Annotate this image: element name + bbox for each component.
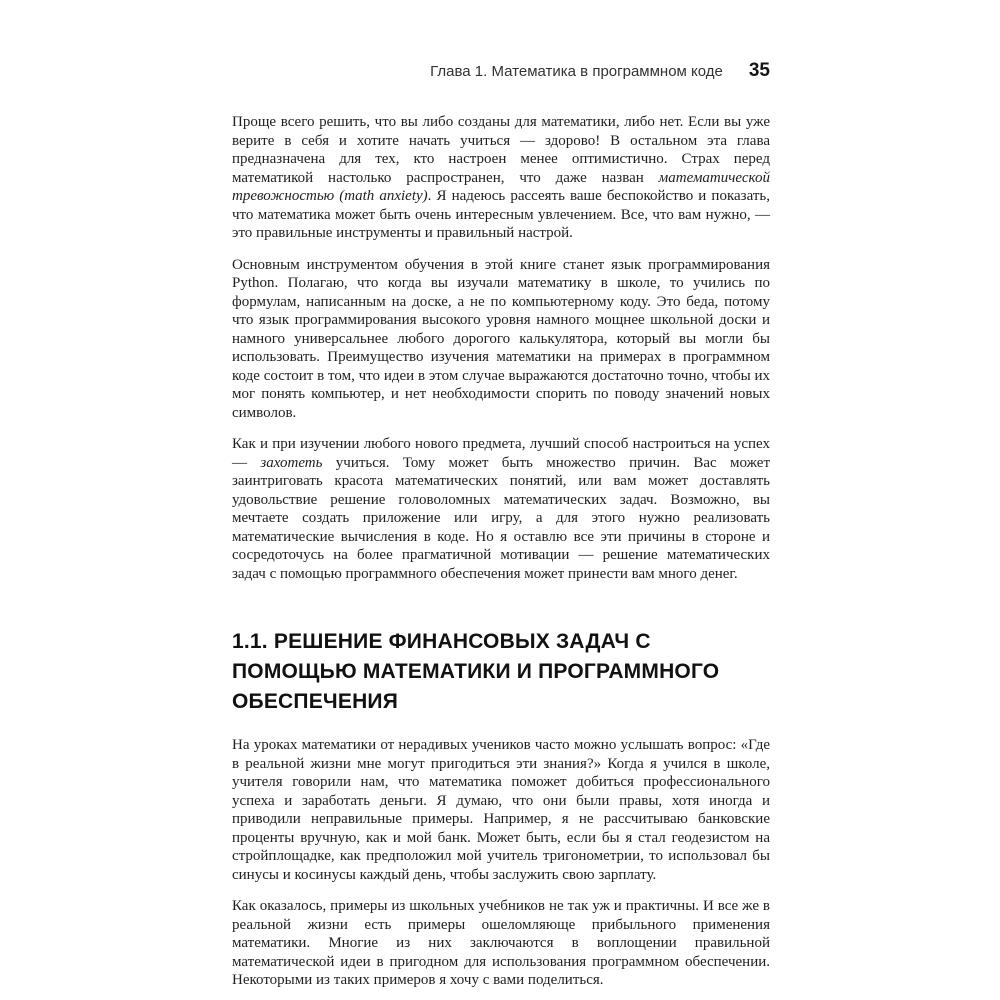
page-body [232,113,770,990]
emphasis-text: математической тревожностью (math anxiety) [232,169,770,204]
section-heading-1-1: 1.1. РЕШЕНИЕ ФИНАНСОВЫХ ЗАДАЧ С ПОМОЩЬЮ МАТЕМАТИКИ И ПРОГРАММНОГО ОБЕСПЕЧЕНИЯ [232,630,720,713]
running-head-chapter-title: Глава 1. Математика в программном коде [430,63,723,80]
page-number: 35 [748,60,770,81]
body-text-run: Проще всего решить, что вы либо созданы для математики, либо нет. Если вы уже верите в себя и хотите начать учиться — здорово! В остальном эта глава предназначена для тех, кто настроен менее оптимистично. Страх перед математикой настолько распространен, что даже назван [232,114,770,186]
body-text-run: Как оказалось, примеры из школьных учебников не так уж и практичны. И все же в реальной жизни есть примеры ошеломляюще прибыльного применения математики. Многие из них заключаются в воплощении правильной математической идеи в пригодном для использования программном обеспечении. Некоторыми из таких примеров я хочу с вами поделиться. [232,898,770,988]
emphasis-text: захотеть [260,454,323,471]
body-text-run: Основным инструментом обучения в этой книге станет язык программирования Python. Полагаю, что когда вы изучали математику в школе, то учились по формулам, написанным на доске, а не по компьютерному коду. Это беда, потому что язык программирования высокого уровня намного мощнее школьной доски и намного универсальнее любого дорогого калькулятора, который вы могли бы использовать. Преимущество изучения математики на примерах в программном коде состоит в том, что идеи в этом случае выражаются достаточно точно, чтобы их мог понять компьютер, и нет необходимости спорить по поводу значений новых символов. [232,256,770,421]
body-text-run: . Я надеюсь рассеять ваше беспокойство и показать, что математика может быть очень интересным увлечением. Все, что вам нужно, — это правильные инструменты и правильный настрой. [232,188,770,241]
body-text-run: На уроках математики от нерадивых учеников часто можно услышать вопрос: «Где в реальной жизни мне могут пригодиться эти знания?» Когда я учился в школе, учителя говорили нам, что математика поможет добиться профессионального успеха и заработать деньги. Я думаю, что они были правы, хотя иногда и приводили неправильные примеры. Например, я не рассчитываю банковские проценты вручную, как и мой банк. Может быть, если бы я стал геодезистом на стройплощадке, как предположил мой учитель тригонометрии, то использовал бы синусы и косинусы каждый день, чтобы заслужить свою зарплату. [232,737,770,883]
body-text-run: Как и при изучении любого нового предмета, лучший способ настроиться на успех — [232,436,770,471]
text-column [232,60,770,1000]
paragraph-motivation [232,435,770,583]
paragraph-python-tool [232,256,770,423]
body-text-run: учиться. Тому может быть множество причин. Вас может заинтриговать красота математических понятий, или вам может доставлять удовольствие решение головоломных математических задач. Возможно, вы мечтаете создать приложение или игру, а для этого нужно реализовать математические вычисления в коде. Но я оставлю все эти причины в стороне и сосредоточусь на более прагматичной мотивации — решение математических задач с помощью программного обеспечения может принести вам много денег. [232,454,770,582]
running-head [232,60,770,83]
paragraph-school-examples [232,736,770,884]
paragraph-intro-math-anxiety [232,113,770,243]
paragraph-profitable-math [232,897,770,990]
